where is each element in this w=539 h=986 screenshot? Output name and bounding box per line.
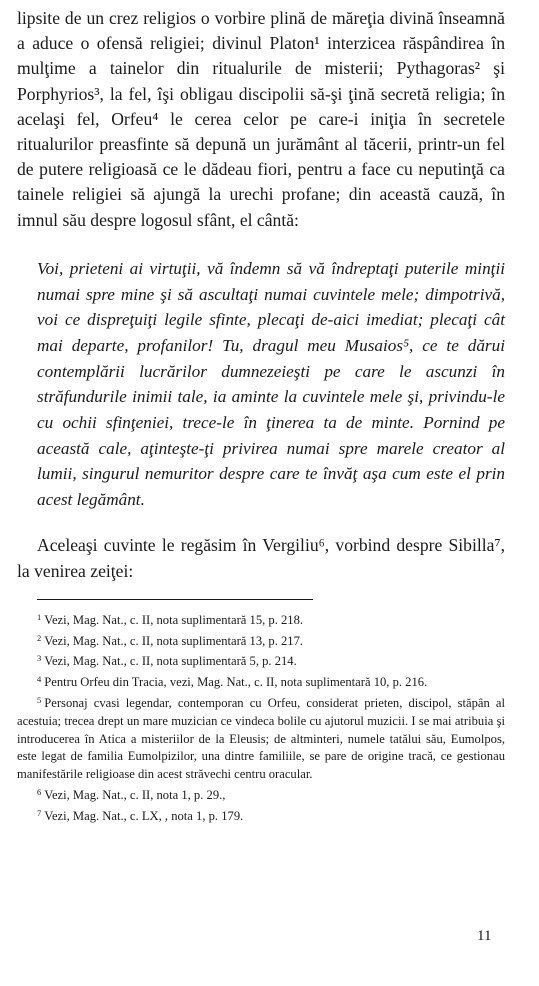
book-page [17, 6, 505, 826]
footnote-5 [17, 692, 505, 784]
footnote-text: Vezi, Mag. Nat., c. II, nota 1, p. 29., [44, 788, 226, 803]
footnote-mark: 2 [37, 632, 42, 643]
footnotes [17, 609, 505, 826]
footnote-2 [17, 630, 505, 651]
footnote-7 [17, 805, 505, 826]
page-number: 11 [477, 928, 492, 944]
footnote-mark: 7 [37, 807, 42, 818]
footnote-text: Vezi, Mag. Nat., c. II, nota suplimentară 5, p. 214. [44, 654, 297, 669]
footnote-text: Vezi, Mag. Nat., c. LX, , nota 1, p. 179. [44, 808, 244, 823]
footnote-mark: 5 [37, 695, 42, 706]
footnote-4 [17, 671, 505, 692]
footnote-text: Pentru Orfeu din Tracia, vezi, Mag. Nat., c. II, nota suplimentară 10, p. 216. [44, 675, 428, 690]
footnote-mark: 4 [37, 674, 42, 685]
footnote-text: Personaj cvasi legendar, contemporan cu Orfeu, considerat prieten, discipol, stăpân al acestuia; trecea drept un mare muzician ce vindeca bolile cu ajutorul muzicii. I se mai atribuia şi introducerea în Atica a misteriilor de la Eleusis; de altminteri, numele tatălui său, Eumolpos, este legat de familia Eumolpizilor, una dintre familiile, se pare de origine tracă, ce gestionau manifestările religioase din acest străvechi centru oracular. [17, 696, 505, 782]
footnote-mark: 3 [37, 653, 42, 664]
footnote-mark: 1 [37, 611, 42, 622]
footnote-separator [37, 599, 313, 600]
footnote-mark: 6 [37, 787, 42, 798]
footnote-3 [17, 650, 505, 671]
footnote-1 [17, 609, 505, 630]
orphic-hymn-quote: Voi, prieteni ai virtuţii, vă îndemn să vă îndreptaţi puterile minţii numai spre mine şi să ascultaţi numai cuvintele mele; dimpotrivă, voi ce dispreţuiţi legile sfinte, plecaţi de-aici imediat; plecaţi cât mai departe, profanilor! Tu, dragul meu Musaios⁵, ce te dărui contemplării lucrărilor dumnezeieşti pe care le ascunzi în străfundurile inimii tale, ia aminte la cuvintele mele şi, privindu-le cu ochii sfinţeniei, trece-le în ţinerea ta de minte. Pornind pe această cale, aţinteşte-ţi privirea numai spre marele creator al lumii, singurul nemuritor despre care te învăţ aşa cum este el prin acest legământ. [37, 258, 505, 510]
footnote-text: Vezi, Mag. Nat., c. II, nota suplimentară 13, p. 217. [44, 633, 304, 648]
body-paragraph-2: Aceleaşi cuvinte le regăsim în Vergiliu⁶, vorbind despre Sibilla⁷, la venirea zeiţei: [17, 534, 505, 581]
footnote-6 [17, 784, 505, 805]
body-paragraph-1: lipsite de un crez religios o vorbire plină de măreţia divină înseamnă a aduce o ofensă religiei; divinul Platon¹ interzicea răspândirea în mulţime a tainelor din ritualurile de misterii; Pythagoras² şi Porphyrios³, la fel, îşi obligau discipolii să-şi ţină secretă religia; în acelaşi fel, Orfeu⁴ le cerea celor pe care-i iniţia în secretele ritualurilor preasfinte să depună un jurământ al tăcerii, printr-un fel de putere religioasă ce le dădeau fiori, pentru a face cu neputinţă ca tainele religiei să ajungă la urechi profane; din această cauză, în imnul său despre logosul sfânt, el cântă: [17, 8, 505, 230]
footnote-text: Vezi, Mag. Nat., c. II, nota suplimentară 15, p. 218. [44, 612, 304, 627]
